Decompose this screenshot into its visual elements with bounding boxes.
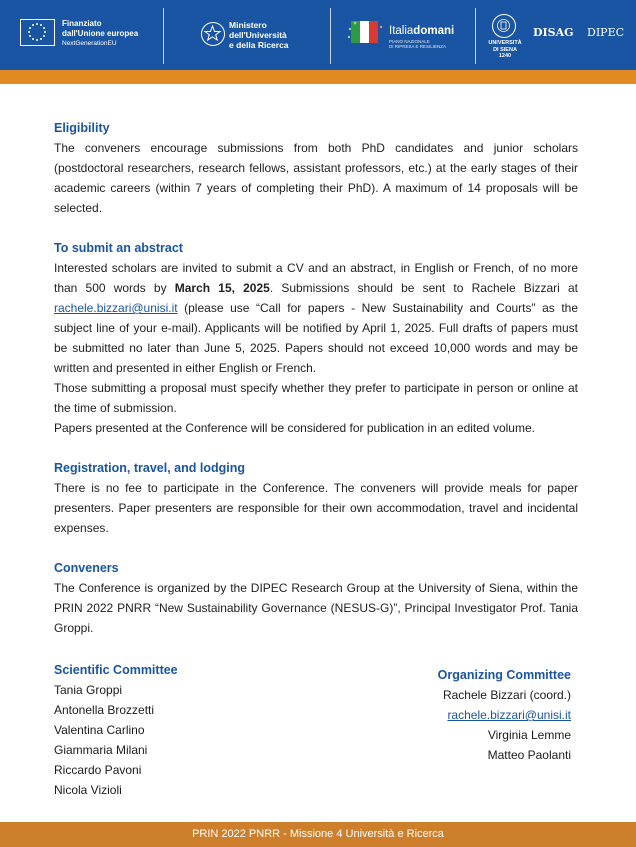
abstract-email-link[interactable]: rachele.bizzari@unisi.it <box>54 301 178 315</box>
eu-line-2: dall'Unione europea <box>62 29 139 38</box>
footer-banner <box>0 822 636 847</box>
abstract-text <box>54 258 578 378</box>
unisi-line-3: 1240 <box>498 53 512 59</box>
university-label <box>484 40 526 60</box>
mur-line-2: dell'Università <box>229 30 287 40</box>
abstract-publication-text: Papers presented at the Conference will be considered for publication in an edited volume. <box>54 421 535 435</box>
eu-funding-label <box>62 19 138 49</box>
eligibility-text: The conveners encourage submissions from both PhD candidates and junior scholars (postdoctoral researchers, research fellows, assistant professors, etc.) at the early stages of their academic careers (within 7 years of completing their PhD). A maximum of 14 proposals will be selected. <box>54 141 578 215</box>
committee-member: Virginia Lemme <box>487 728 571 742</box>
header-divider <box>330 8 331 64</box>
italia-domani-subtitle <box>389 39 446 49</box>
committee-member: Giammaria Milani <box>54 743 148 757</box>
mur-line-1: Ministero <box>229 20 267 30</box>
header-divider <box>475 8 476 64</box>
conveners-text: The Conference is organized by the DIPEC Research Group at the University of Siena, within the PRIN 2022 PNRR “New Sustainability Governance (NESUS-G)”, Principal Investigator Prof. Tania Groppi. <box>54 581 578 635</box>
registration-text: There is no fee to participate in the Conference. The conveners will provide meals for paper presenters. Paper presenters are responsible for their own accommodation, travel and incidental expenses. <box>54 481 578 535</box>
organizing-coordinator: Rachele Bizzari (coord.) <box>442 688 571 702</box>
eu-flag-icon <box>20 19 55 46</box>
abstract-text-part-2: . Submissions should be sent to Rachele Bizzari at <box>269 281 578 295</box>
unisi-line-1: UNIVERSITÀ <box>488 40 522 46</box>
ministry-emblem-icon <box>201 22 225 46</box>
eu-line-1: Finanziato <box>62 19 102 28</box>
organizing-email-link[interactable]: rachele.bizzari@unisi.it <box>447 708 571 722</box>
eligibility-heading: Eligibility <box>54 121 110 135</box>
eu-line-3: NextGenerationEU <box>62 40 117 47</box>
italia-domani-logo-icon <box>347 15 385 48</box>
abstract-participation-text: Those submitting a proposal must specify whether they prefer to participate in person or online at the time of submission. <box>54 381 578 415</box>
committee-member: Riccardo Pavoni <box>54 763 142 777</box>
italia-sub-2: DI RIPRESA E RESILIENZA <box>389 44 447 49</box>
italia-part-1: Italia <box>389 25 414 37</box>
ministry-label <box>229 20 289 50</box>
university-seal-icon <box>492 14 516 38</box>
italia-sub-1: PIANO NAZIONALE <box>389 39 430 44</box>
committee-member: Valentina Carlino <box>54 723 145 737</box>
scientific-committee-heading: Scientific Committee <box>54 663 178 677</box>
scientific-committee <box>54 660 274 800</box>
registration-heading: Registration, travel, and lodging <box>54 461 245 475</box>
abstract-text-part-1: Interested scholars are invited to submit a CV and an abstract, in English or French, of no more than 500 words by <box>54 261 578 295</box>
header-divider <box>163 8 164 64</box>
header-accent-strip <box>0 70 636 84</box>
abstract-text-part-3: (please use “Call for papers - New Sustainability and Courts” as the subject line of your e-mail). Applicants will be notified by April 1, 2025. Full drafts of papers must be submitted no later than June 5, 2025. Papers should not exceed 10,000 words and may be written and presented in either English or French. <box>54 301 578 375</box>
header-banner <box>0 0 636 70</box>
footer-text: PRIN 2022 PNRR - Missione 4 Università e Ricerca <box>192 828 444 840</box>
conveners-heading: Conveners <box>54 561 119 575</box>
italia-domani-label <box>389 25 454 37</box>
unisi-line-2: DI SIENA <box>493 46 517 53</box>
abstract-heading: To submit an abstract <box>54 241 183 255</box>
organizing-committee-heading: Organizing Committee <box>437 668 571 682</box>
disag-logo: DISAG <box>533 26 574 39</box>
committee-member: Matteo Paolanti <box>487 748 571 762</box>
organizing-committee <box>380 665 571 765</box>
committee-member: Tania Groppi <box>54 683 123 697</box>
committee-member: Nicola Vizioli <box>54 783 122 797</box>
mur-line-3: e della Ricerca <box>229 40 289 50</box>
italia-part-2: domani <box>413 25 455 37</box>
dipec-logo: DIPEC <box>587 26 625 39</box>
abstract-deadline: March 15, 2025 <box>174 281 270 295</box>
committee-member: Antonella Brozzetti <box>54 703 155 717</box>
call-for-papers-body <box>54 118 578 638</box>
